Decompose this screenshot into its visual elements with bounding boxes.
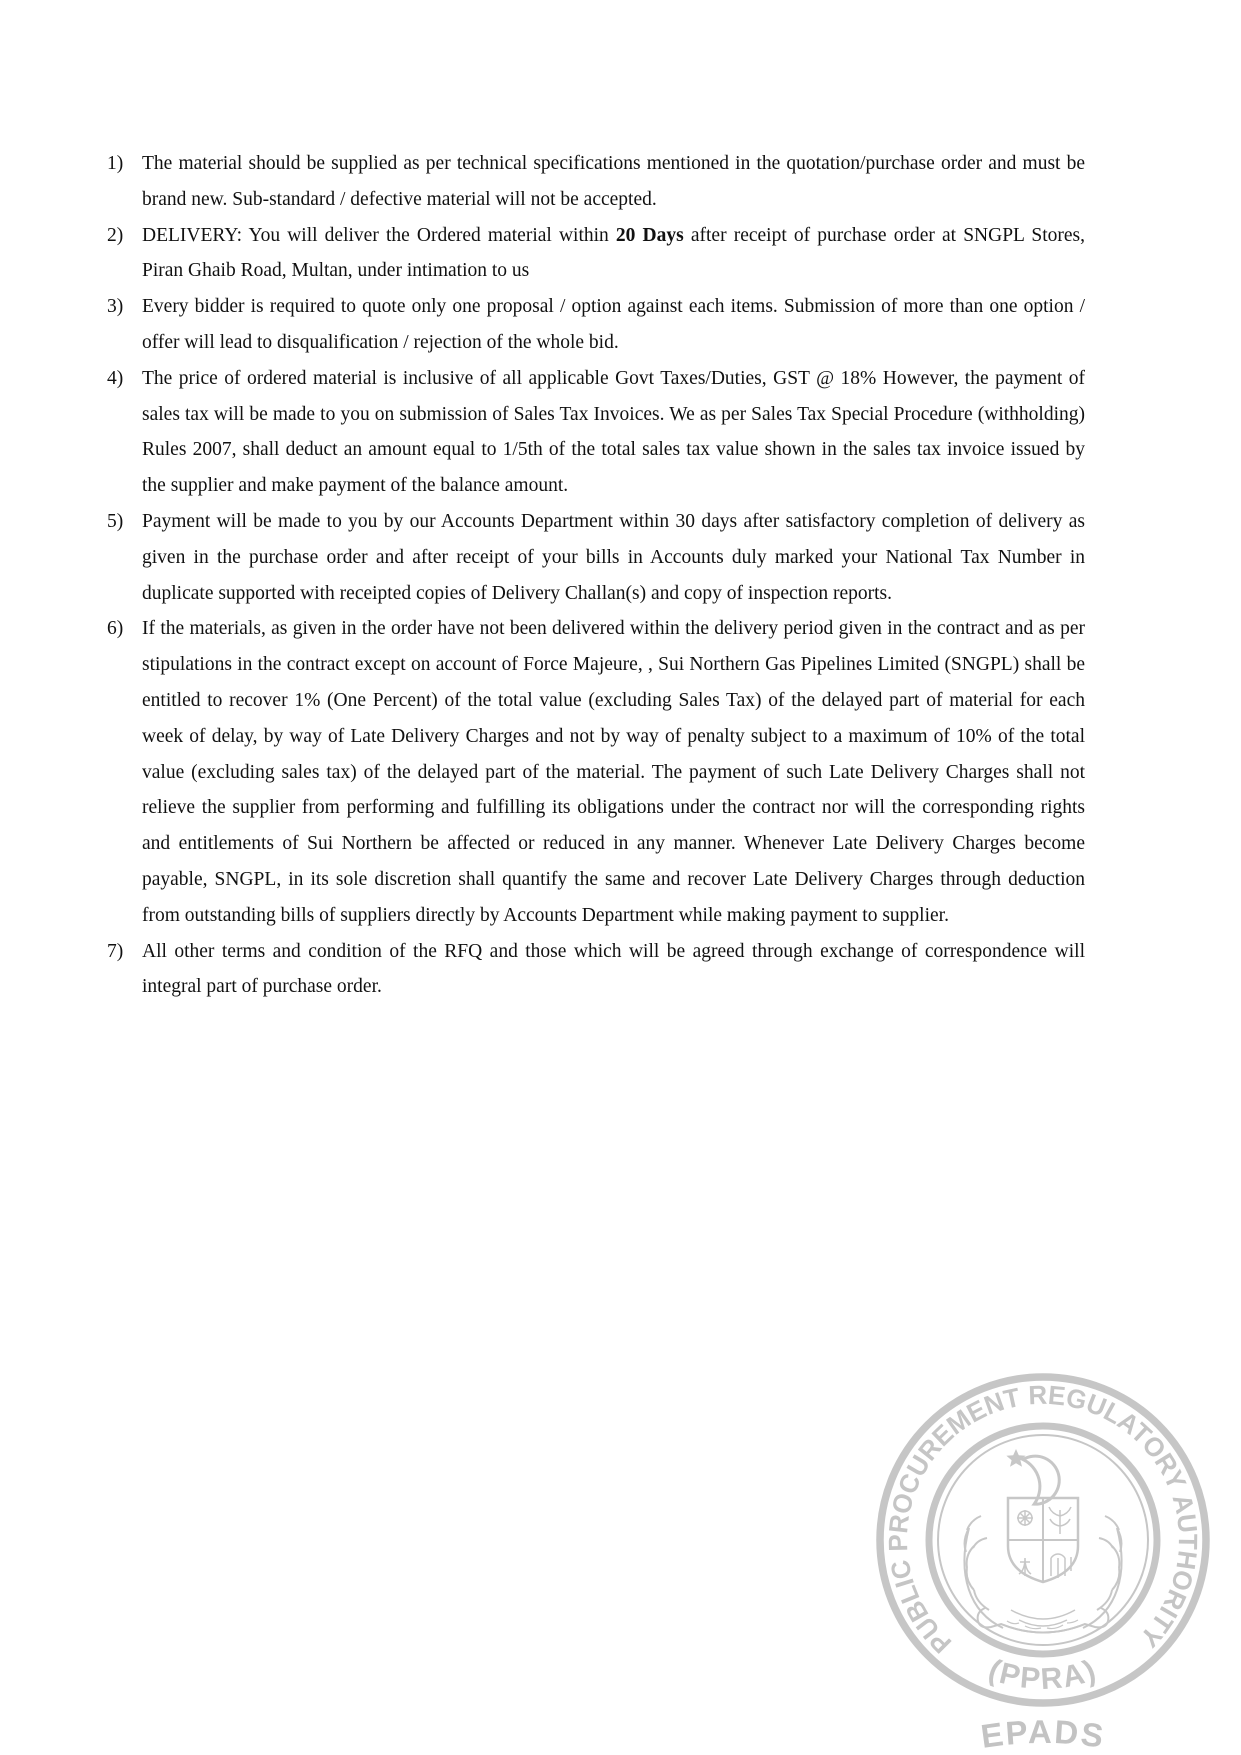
- term-text: The material should be supplied as per technical specifications mentioned in the quotation/purchase order and must be brand new. Sub-standard / defective material will not be accepted.: [142, 153, 1085, 210]
- seal-ring-text-path: PUBLIC PROCUREMENT REGULATORY AUTHORITY: [882, 1379, 1204, 1660]
- term-item: [107, 934, 1085, 1006]
- term-text: If the materials, as given in the order have not been delivered within the delivery period given in the contract and as per stipulations in the contract except on account of Force Majeure, , Sui Northern Gas Pipelines Limited (SNGPL) shall be entitled to recover 1% (One Percent) of the total value (excluding Sales Tax) of the delayed part of material for each week of delay, by way of Late Delivery Charges and not by way of penalty subject to a maximum of 10% of the total value (excluding sales tax) of the delayed part of the material. The payment of such Late Delivery Charges shall not relieve the supplier from performing and fulfilling its obligations under the contract nor will the corresponding rights and entitlements of Sui Northern be affected or reduced in any manner. Whenever Late Delivery Charges become payable, SNGPL, in its sole discretion shall quantify the same and recover Late Delivery Charges through deduction from outstanding bills of suppliers directly by Accounts Department while making payment to supplier.: [142, 618, 1085, 926]
- term-text: The price of ordered material is inclusive of all applicable Govt Taxes/Duties, GST @ 18% However, the payment of sales tax will be made to you on submission of Sales Tax Invoices. We as per Sales Tax Special Procedure (withholding) Rules 2007, shall deduct an amount equal to 1/5th of the total sales tax value shown in the sales tax invoice issued by the supplier and make payment of the balance amount.: [142, 367, 1085, 497]
- star-icon: [1006, 1449, 1025, 1467]
- term-item: [107, 361, 1085, 504]
- term-number: 6): [107, 618, 124, 640]
- banner-script: [1007, 1620, 1078, 1629]
- term-number: 1): [107, 153, 124, 174]
- banner-scroll: [978, 1608, 1109, 1633]
- term-item: [107, 218, 1085, 290]
- term-number: 7): [107, 940, 124, 962]
- seal-inner-thin-ring: [938, 1435, 1148, 1645]
- seal-ppra-text-path: (PPRA): [984, 1653, 1102, 1697]
- term-text: All other terms and condition of the RFQ and those which will be agreed through exchange of correspondence will integral part of purchase order.: [142, 940, 1085, 998]
- seal-ring-text: [883, 1380, 1203, 1659]
- epads-label-path: EPADS: [978, 1712, 1108, 1755]
- term-number: 2): [107, 224, 124, 246]
- term-item: [107, 611, 1085, 933]
- seal-inner-ring: [929, 1426, 1157, 1654]
- term-number: 3): [107, 296, 124, 318]
- term-number: 4): [107, 367, 124, 389]
- epads-label: [979, 1713, 1108, 1755]
- terms-list: [107, 146, 1085, 1005]
- shield-quarter-motifs: [1017, 1507, 1071, 1578]
- shield-outline: [1008, 1498, 1078, 1582]
- term-item: [107, 289, 1085, 361]
- term-text: Every bidder is required to quote only one proposal / option against each items. Submission of more than one option / offer will lead to disqualification / rejection of the whole bid.: [142, 296, 1085, 353]
- term-item: [107, 504, 1085, 611]
- seal-ppra-text: [984, 1653, 1101, 1696]
- wreath: [964, 1516, 1121, 1628]
- pakistan-coat-of-arms-icon: [964, 1449, 1121, 1633]
- term-text: DELIVERY: You will deliver the Ordered material within 20 Days after receipt of purchase order at SNGPL Stores, Piran Ghaib Road, Multan, under intimation to us: [142, 224, 1085, 282]
- crescent-icon: [1023, 1451, 1065, 1505]
- ppra-watermark-seal: [853, 1350, 1233, 1755]
- term-item: [107, 146, 1085, 218]
- term-number: 5): [107, 510, 124, 532]
- term-text: Payment will be made to you by our Accounts Department within 30 days after satisfactory completion of delivery as given in the purchase order and after receipt of your bills in Accounts duly marked your National Tax Number in duplicate supported with receipted copies of Delivery Challan(s) and copy of inspection reports.: [142, 510, 1085, 604]
- seal-outer-ring: [880, 1377, 1206, 1703]
